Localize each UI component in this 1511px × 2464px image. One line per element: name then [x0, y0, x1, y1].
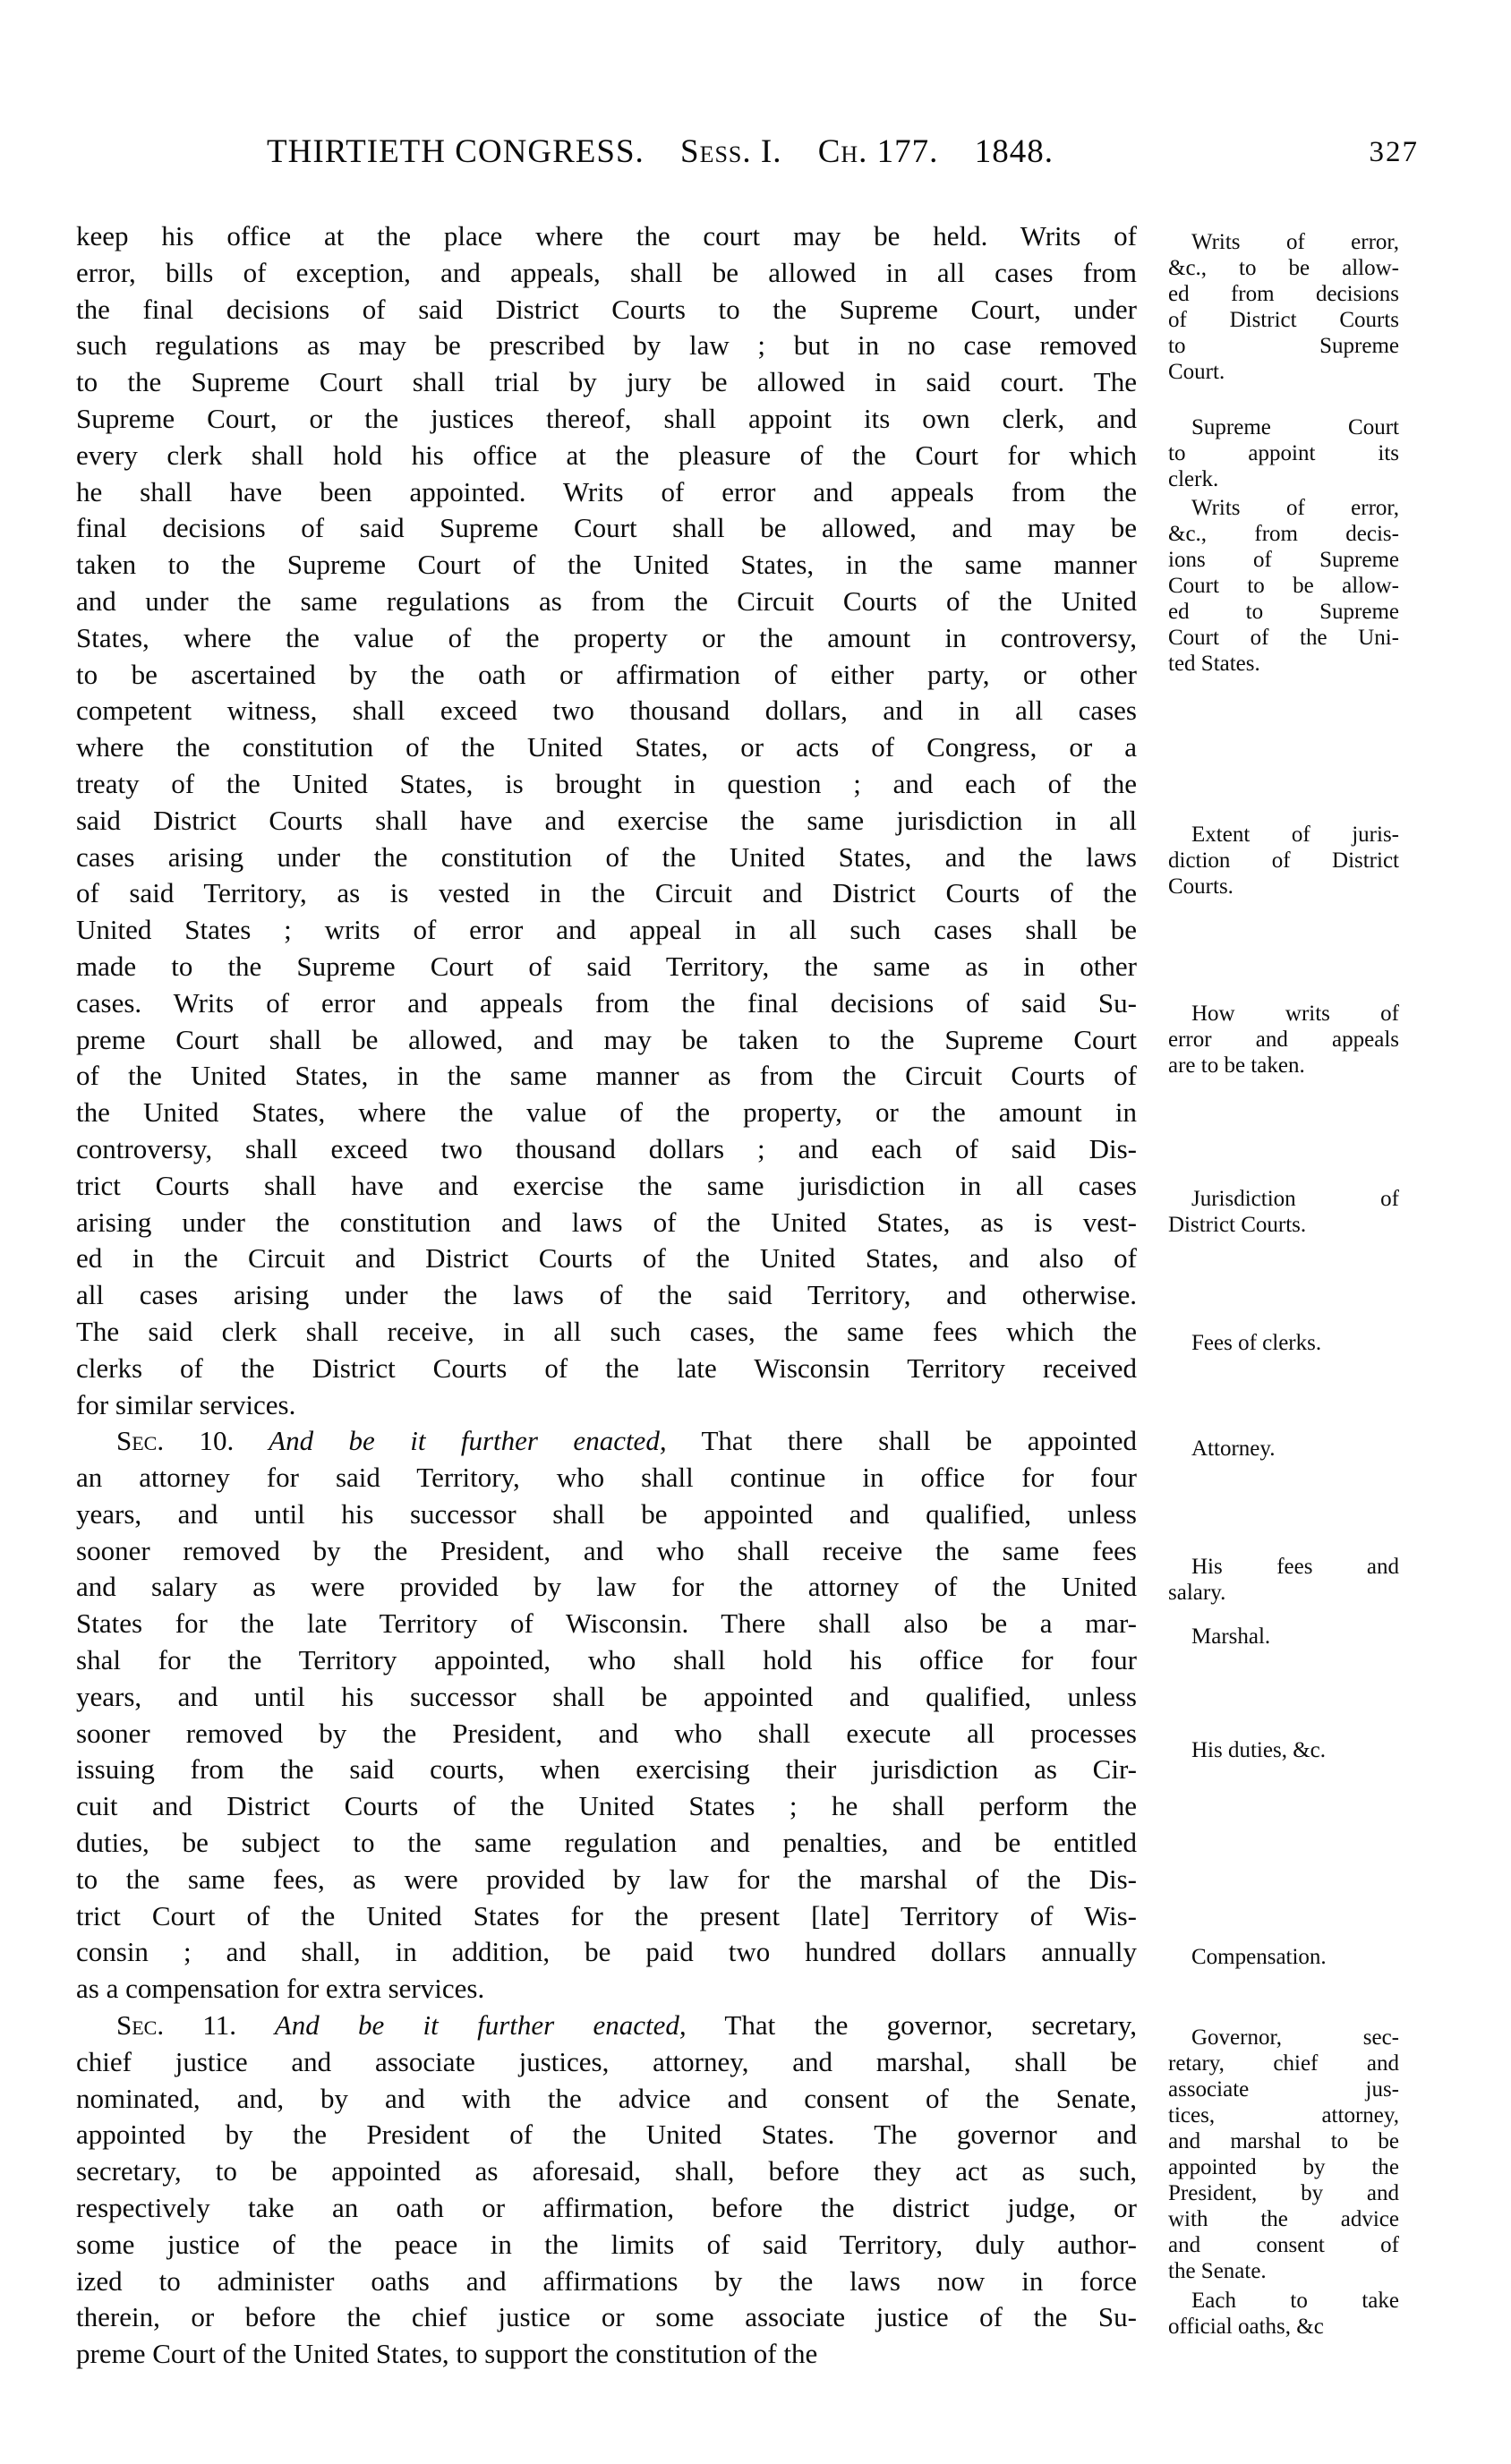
page-number: 327 [1369, 136, 1419, 168]
line-text: some justice of the peace in the limits of said Territory, duly author- [76, 2228, 1137, 2260]
text-line [76, 766, 1137, 803]
text-line [76, 1205, 1137, 1241]
main-text [76, 218, 1137, 2373]
text-line [76, 438, 1137, 474]
line-text: appointed by the President of the United States. The governor and [76, 2119, 1137, 2151]
text-line [76, 1606, 1137, 1642]
margin-note [1168, 1944, 1399, 1970]
header-chapter: Ch. 177. [817, 133, 939, 170]
line-text: of said Territory, as is vested in the Circuit and District Courts of the [76, 877, 1137, 909]
text-line [76, 584, 1137, 620]
margin-note-line: Writs of error, [1191, 230, 1399, 254]
text-line [76, 985, 1137, 1022]
text-line [76, 840, 1137, 876]
line-text: That the governor, secretary, [686, 2009, 1138, 2042]
line-text: an attorney for said Territory, who shall continue in office for four [76, 1462, 1137, 1494]
text-line [76, 2044, 1137, 2081]
margin-note [1168, 414, 1399, 492]
line-text: taken to the Supreme Court of the United States, in the same manner [76, 549, 1137, 581]
line-text: trict Court of the United States for the present [late] Territory of Wis- [76, 1899, 1137, 1931]
text-line [76, 474, 1137, 511]
margin-note-line: Court. [1168, 360, 1225, 384]
text-line [76, 1351, 1137, 1387]
enacting-phrase: And be it further enacted, [234, 1425, 667, 1457]
margin-note-line: Jurisdiction of [1191, 1187, 1399, 1211]
text-line [76, 1168, 1137, 1205]
text-line [76, 2227, 1137, 2264]
line-text: Supreme Court, or the justices thereof, shall appoint its own clerk, and [76, 402, 1137, 434]
text-line [76, 255, 1137, 292]
line-text: for similar services. [76, 1388, 296, 1420]
margin-note-line: Each to take [1191, 2289, 1399, 2313]
text-line [76, 510, 1137, 547]
line-text: respectively take an oath or affirmation, before the district judge, or [76, 2192, 1137, 2224]
text-line [76, 1716, 1137, 1752]
text-line [76, 1533, 1137, 1570]
text-line [76, 2117, 1137, 2153]
line-text: of the United States, in the same manner as from the Circuit Courts of [76, 1060, 1137, 1092]
line-text: he shall have been appointed. Writs of error and appeals from the [76, 475, 1137, 507]
text-line [76, 1022, 1137, 1059]
margin-note-line: the Senate. [1168, 2259, 1267, 2283]
text-line [76, 547, 1137, 584]
margin-note-line: ed from decisions [1168, 282, 1399, 306]
line-text: sooner removed by the President, and who shall receive the same fees [76, 1534, 1137, 1566]
line-text: years, and until his successor shall be appointed and qualified, unless [76, 1680, 1137, 1712]
line-text: sooner removed by the President, and who shall execute all processes [76, 1717, 1137, 1749]
text-line [76, 364, 1137, 401]
line-text: ed in the Circuit and District Courts of the United States, and also of [76, 1242, 1137, 1275]
margin-note-line: ted States. [1168, 652, 1260, 676]
margin-note-line: District Courts. [1168, 1213, 1307, 1237]
text-line [76, 1825, 1137, 1862]
text-line [76, 2153, 1137, 2190]
text-line [76, 912, 1137, 949]
line-text: therein, or before the chief justice or some associate justice of the Su- [76, 2301, 1137, 2333]
line-text: to the same fees, as were provided by law for the marshal of the Dis- [76, 1863, 1137, 1895]
line-text: preme Court of the United States, to support the constitution of the [76, 2338, 818, 2370]
text-line [76, 2190, 1137, 2227]
section-label: Sec. 11. [116, 2009, 237, 2042]
line-text: and salary as were provided by law for the attorney of the United [76, 1571, 1137, 1603]
margin-note [1168, 1436, 1399, 1462]
text-line [76, 328, 1137, 364]
header-session: Sess. I. [680, 133, 782, 170]
margin-note-line: Court to be allow- [1168, 574, 1399, 598]
line-text: every clerk shall hold his office at the pleasure of the Court for which [76, 439, 1137, 471]
margin-note [1168, 1330, 1399, 1356]
header-congress: THIRTIETH CONGRESS. [267, 133, 645, 170]
header-year: 1848. [974, 133, 1054, 170]
margin-note-line: official oaths, &c [1168, 2315, 1324, 2339]
margin-note [1168, 1001, 1399, 1079]
margin-note [1168, 229, 1399, 385]
text-line [76, 1058, 1137, 1095]
line-text: States, where the value of the property or the amount in controversy, [76, 621, 1137, 653]
margin-note-line: &c., to be allow- [1168, 256, 1399, 280]
text-line [76, 949, 1137, 985]
margin-note-line: &c., from decis- [1168, 522, 1399, 546]
line-text: made to the Supreme Court of said Territory, the same as in other [76, 950, 1137, 982]
line-text: ized to administer oaths and affirmations by the laws now in force [76, 2264, 1137, 2297]
margin-note-line: ed to Supreme [1168, 600, 1399, 624]
text-line [76, 1277, 1137, 1314]
line-text: controversy, shall exceed two thousand dollars ; and each of said Dis- [76, 1132, 1137, 1164]
line-text: years, and until his successor shall be appointed and qualified, unless [76, 1497, 1137, 1530]
line-text: cases. Writs of error and appeals from the final decisions of said Su- [76, 986, 1137, 1019]
text-line [76, 693, 1137, 729]
line-text: keep his office at the place where the court may be held. Writs of [76, 220, 1137, 252]
text-line [76, 2081, 1137, 2118]
margin-note-line: error and appeals [1168, 1027, 1399, 1052]
margin-note-line: retary, chief and [1168, 2051, 1399, 2076]
margin-note-line: to appoint its [1168, 441, 1399, 465]
margin-note [1168, 1624, 1399, 1650]
margin-note-line: appointed by the [1168, 2155, 1399, 2179]
margin-note-line: and consent of [1168, 2233, 1399, 2257]
text-line [76, 657, 1137, 694]
line-text: the United States, where the value of the property, or the amount in [76, 1096, 1137, 1129]
margin-note [1168, 1186, 1399, 1238]
page-header [210, 132, 1110, 171]
margin-note [1168, 2288, 1399, 2340]
text-line [76, 2264, 1137, 2300]
text-line [76, 1131, 1137, 1168]
margin-note-line: diction of District [1168, 848, 1399, 873]
line-text: cases arising under the constitution of the United States, and the laws [76, 840, 1137, 873]
line-text: nominated, and, by and with the advice and consent of the Senate, [76, 2082, 1137, 2114]
text-line [76, 1642, 1137, 1679]
line-text: issuing from the said courts, when exercising their jurisdiction as Cir- [76, 1753, 1137, 1786]
line-text: The said clerk shall receive, in all such cases, the same fees which the [76, 1315, 1137, 1347]
enacting-phrase: And be it further enacted, [236, 2009, 687, 2042]
line-text: such regulations as may be prescribed by law ; but in no case removed [76, 329, 1137, 362]
line-text: shal for the Territory appointed, who shall hold his office for four [76, 1644, 1137, 1676]
line-text: as a compensation for extra services. [76, 1973, 485, 2005]
line-text: States for the late Territory of Wisconsin. There shall also be a mar- [76, 1607, 1137, 1640]
line-text: consin ; and shall, in addition, be paid two hundred dollars annually [76, 1936, 1137, 1968]
margin-note-line: salary. [1168, 1581, 1226, 1605]
margin-note [1168, 822, 1399, 899]
text-line [76, 218, 1137, 255]
text-line [76, 1423, 1137, 1460]
text-line [76, 1862, 1137, 1898]
line-text: to be ascertained by the oath or affirmation of either party, or other [76, 658, 1137, 690]
line-text: error, bills of exception, and appeals, shall be allowed in all cases from [76, 256, 1137, 288]
margin-note-line: Fees of clerks. [1191, 1331, 1322, 1355]
text-line [76, 1788, 1137, 1825]
margin-note-line: ions of Supreme [1168, 548, 1399, 572]
text-line [76, 2336, 1137, 2373]
line-text: cuit and District Courts of the United States ; he shall perform the [76, 1790, 1137, 1822]
text-line [76, 2008, 1137, 2044]
line-text: to the Supreme Court shall trial by jury be allowed in said court. The [76, 366, 1137, 398]
margin-note-line: Marshal. [1191, 1624, 1271, 1649]
margin-note-line: Extent of juris- [1191, 823, 1399, 847]
margin-note-line: and marshal to be [1168, 2129, 1399, 2153]
margin-note-line: associate jus- [1168, 2077, 1399, 2102]
margin-note-line: are to be taken. [1168, 1053, 1305, 1078]
margin-note [1168, 495, 1399, 677]
margin-note-line: Courts. [1168, 874, 1234, 899]
margin-note-line: to Supreme [1168, 334, 1399, 358]
margin-note-line: Writs of error, [1191, 496, 1399, 520]
text-line [76, 729, 1137, 766]
margin-note-line: His duties, &c. [1191, 1738, 1326, 1762]
margin-note-line: Governor, sec- [1191, 2025, 1399, 2050]
line-text: trict Courts shall have and exercise the same jurisdiction in all cases [76, 1169, 1137, 1201]
margin-note-line: clerk. [1168, 467, 1219, 491]
line-text: all cases arising under the laws of the said Territory, and otherwise. [76, 1279, 1137, 1311]
line-text: said District Courts shall have and exercise the same jurisdiction in all [76, 804, 1137, 836]
line-text: where the constitution of the United States, or acts of Congress, or a [76, 731, 1137, 763]
line-text: clerks of the District Courts of the late Wisconsin Territory received [76, 1351, 1137, 1384]
margin-note-line: with the advice [1168, 2207, 1399, 2231]
margin-note-line: of District Courts [1168, 308, 1399, 332]
text-line [76, 620, 1137, 657]
text-line [76, 1934, 1137, 1971]
text-line [76, 1569, 1137, 1606]
text-line [76, 1460, 1137, 1496]
line-text: That there shall be appointed [666, 1425, 1137, 1457]
margin-note-line: Court of the Uni- [1168, 626, 1399, 650]
text-line [76, 2299, 1137, 2336]
text-line [76, 875, 1137, 912]
line-text: United States ; writs of error and appeal in all such cases shall be [76, 914, 1137, 946]
line-text: secretary, to be appointed as aforesaid, shall, before they act as such, [76, 2155, 1137, 2187]
margin-note-line: Compensation. [1191, 1945, 1327, 1969]
text-line [76, 1971, 1137, 2008]
text-line [76, 1898, 1137, 1935]
margin-note [1168, 2025, 1399, 2284]
margin-note-line: tices, attorney, [1168, 2103, 1399, 2127]
margin-note [1168, 1554, 1399, 1606]
text-line [76, 292, 1137, 328]
text-line [76, 1095, 1137, 1131]
margin-note-line: How writs of [1191, 1002, 1399, 1026]
text-line [76, 1752, 1137, 1788]
line-text: chief justice and associate justices, attorney, and marshal, shall be [76, 2045, 1137, 2077]
margin-note [1168, 1737, 1399, 1763]
section-label: Sec. 10. [116, 1425, 235, 1457]
line-text: final decisions of said Supreme Court shall be allowed, and may be [76, 512, 1137, 544]
text-line [76, 1314, 1137, 1351]
text-line [76, 1679, 1137, 1716]
margin-note-line: His fees and [1191, 1555, 1399, 1579]
margin-note-line: Attorney. [1191, 1437, 1276, 1461]
text-line [76, 401, 1137, 438]
margin-note-line: Supreme Court [1191, 415, 1399, 439]
text-line [76, 1241, 1137, 1277]
line-text: the final decisions of said District Courts to the Supreme Court, under [76, 293, 1137, 325]
line-text: and under the same regulations as from the Circuit Courts of the United [76, 584, 1137, 617]
margin-note-line: President, by and [1168, 2181, 1399, 2205]
text-line [76, 1387, 1137, 1424]
line-text: arising under the constitution and laws of the United States, as is vest- [76, 1206, 1137, 1238]
line-text: duties, be subject to the same regulation and penalties, and be entitled [76, 1827, 1137, 1859]
text-line [76, 1496, 1137, 1533]
line-text: treaty of the United States, is brought in question ; and each of the [76, 767, 1137, 799]
line-text: competent witness, shall exceed two thousand dollars, and in all cases [76, 695, 1137, 727]
text-line [76, 803, 1137, 840]
line-text: preme Court shall be allowed, and may be taken to the Supreme Court [76, 1023, 1137, 1055]
